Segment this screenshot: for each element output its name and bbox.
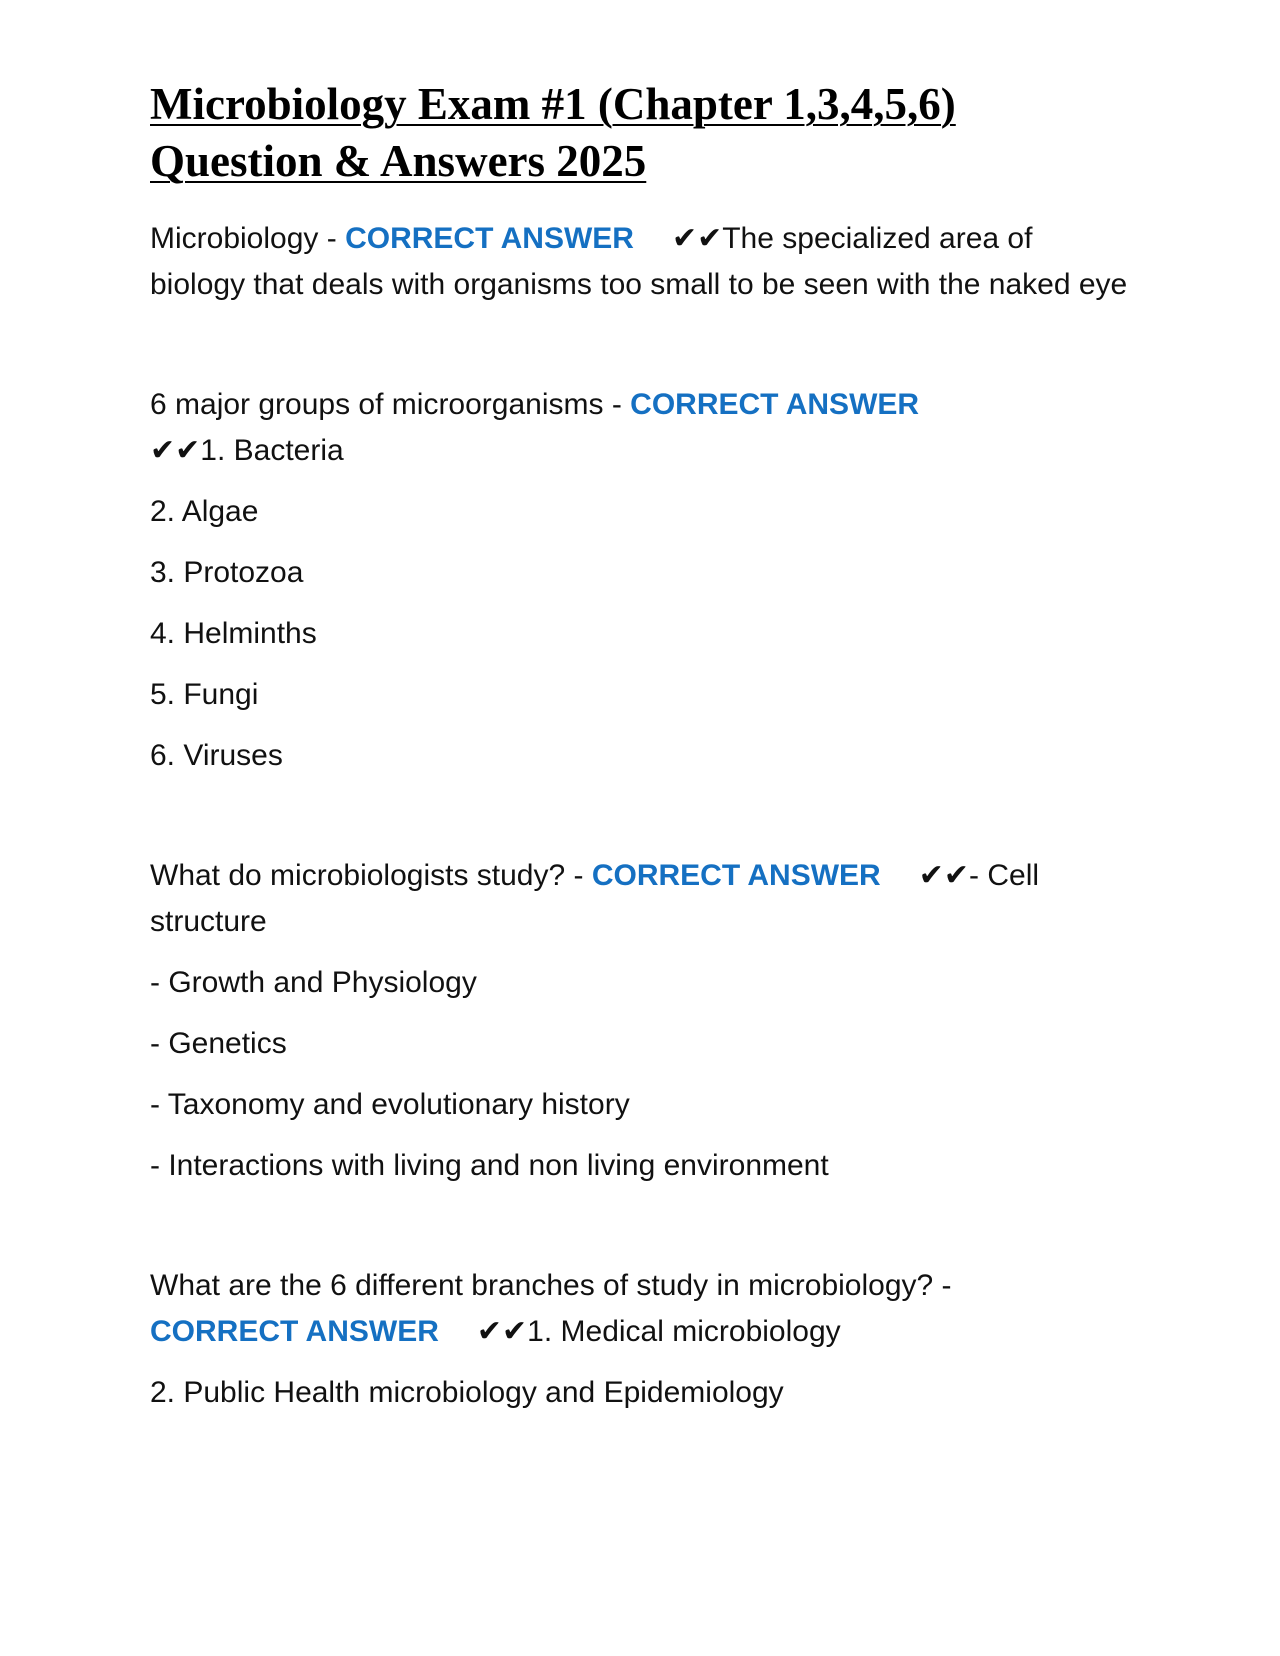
answer-line: - Interactions with living and non living environment [150, 1149, 829, 1182]
correct-answer-label: CORRECT ANSWER [591, 859, 881, 892]
document-page [150, 76, 1130, 1416]
answer-line: 2. Public Health microbiology and Epidemiology [150, 1376, 784, 1409]
answer-line: 6. Viruses [150, 739, 283, 772]
answer-text: The specialized area of biology that deals with organisms too small to be seen with the naked eye [150, 222, 1128, 301]
document-title [150, 76, 1130, 190]
answer-line: 1. Bacteria [200, 434, 344, 467]
check-marks: ✔✔ [150, 434, 201, 467]
qa-item-microbiology [150, 216, 1130, 308]
answer-line: - Taxonomy and evolutionary history [150, 1088, 630, 1121]
question-text: 6 major groups of microorganisms - [150, 388, 631, 421]
answer-line: 4. Helminths [150, 617, 317, 650]
answer-line: 1. Medical microbiology [527, 1315, 841, 1348]
correct-answer-label: CORRECT ANSWER [630, 388, 920, 421]
check-marks: ✔✔ [476, 1315, 528, 1348]
question-text: What do microbiologists study? - [150, 859, 592, 892]
answer-line: - Genetics [150, 1027, 287, 1060]
correct-answer-label: CORRECT ANSWER [150, 1315, 439, 1348]
answer-line: 2. Algae [150, 495, 259, 528]
question-text: What are the 6 different branches of study in microbiology? - [150, 1269, 952, 1302]
check-marks: ✔✔ [671, 222, 723, 255]
correct-answer-label: CORRECT ANSWER [345, 222, 634, 255]
answer-line: 3. Protozoa [150, 556, 304, 589]
question-text: Microbiology - [150, 222, 346, 255]
title-line-2: Question & Answers 2025 [150, 136, 647, 186]
qa-item-major-groups [150, 382, 1130, 474]
answer-line: - Cell structure [150, 859, 1040, 938]
qa-item-microbiologists-study [150, 853, 1130, 945]
answer-line: 5. Fungi [150, 678, 259, 711]
answer-line: - Growth and Physiology [150, 966, 477, 999]
check-marks: ✔✔ [918, 859, 970, 892]
qa-item-branches-of-study [150, 1263, 1130, 1355]
title-line-1: Microbiology Exam #1 (Chapter 1,3,4,5,6) [150, 79, 956, 129]
